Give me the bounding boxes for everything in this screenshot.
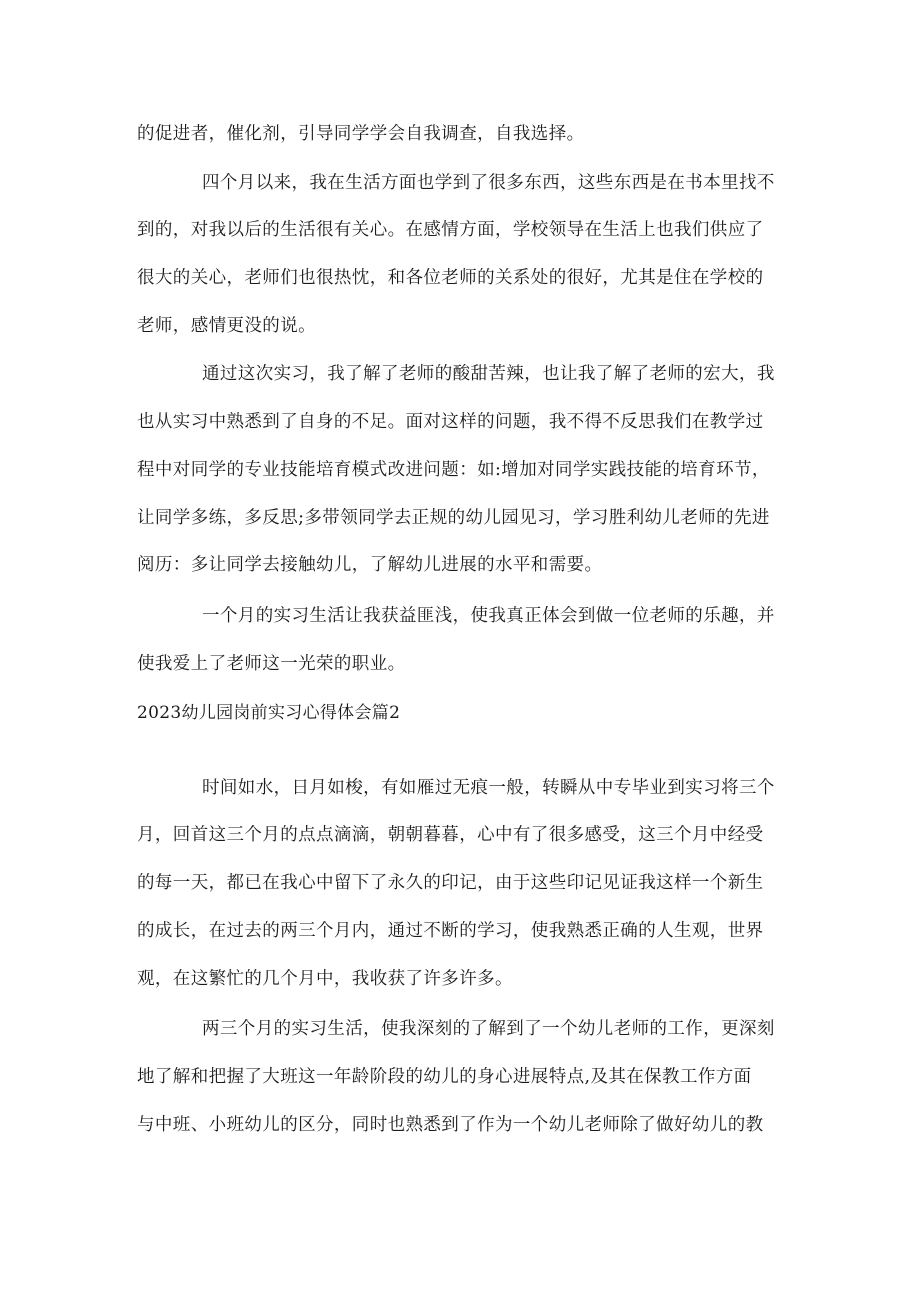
paragraph-line: 的成长，在过去的两三个月内，通过不断的学习，使我熟悉正确的人生观，世界 — [137, 921, 764, 941]
paragraph-line: 的促进者，催化剂，引导同学学会自我调查，自我选择。 — [137, 124, 585, 144]
section-heading: 2023幼儿园岗前实习心得体会篇2 — [137, 703, 401, 723]
paragraph-line: 也从实习中熟悉到了自身的不足。面对这样的问题，我不得不反思我们在教学过 — [137, 412, 764, 432]
paragraph-line: 观，在这繁忙的几个月中，我收获了许多许多。 — [137, 969, 513, 989]
paragraph-line: 一个月的实习生活让我获益匪浅，使我真正体会到做一位老师的乐趣，并 — [202, 606, 775, 626]
paragraph-line: 月，回首这三个月的点点滴滴，朝朝暮暮，心中有了很多感受，这三个月中经受 — [137, 825, 764, 845]
paragraph-line: 的每一天，都已在我心中留下了永久的印记，由于这些印记见证我这样一个新生 — [137, 873, 764, 893]
paragraph-line: 让同学多练，多反思;多带领同学去正规的幼儿园见习，学习胜利幼儿老师的先进 — [137, 508, 770, 528]
paragraph-line: 使我爱上了老师这一光荣的职业。 — [137, 654, 406, 674]
paragraph-line: 程中对同学的专业技能培育模式改进问题：如:增加对同学实践技能的培育环节， — [137, 460, 770, 480]
paragraph-line: 到的，对我以后的生活很有关心。在感情方面，学校领导在生活上也我们供应了 — [137, 220, 764, 240]
paragraph-line: 老师，感情更没的说。 — [137, 316, 316, 336]
paragraph-line: 时间如水，日月如梭，有如雁过无痕一般，转瞬从中专毕业到实习将三个 — [202, 778, 775, 798]
paragraph-line: 很大的关心，老师们也很热忱，和各位老师的关系处的很好，尤其是住在学校的 — [137, 268, 764, 288]
paragraph-line: 两三个月的实习生活，使我深刻的了解到了一个幼儿老师的工作，更深刻 — [202, 1019, 775, 1039]
paragraph-line: 阅历：多让同学去接触幼儿，了解幼儿进展的水平和需要。 — [137, 555, 603, 575]
paragraph-line: 地了解和把握了大班这一年龄阶段的幼儿的身心进展特点,及其在保教工作方面 — [137, 1067, 752, 1087]
paragraph-line: 四个月以来，我在生活方面也学到了很多东西，这些东西是在书本里找不 — [202, 173, 775, 193]
paragraph-line: 与中班、小班幼儿的区分，同时也熟悉到了作为一个幼儿老师除了做好幼儿的教 — [137, 1115, 764, 1135]
paragraph-line: 通过这次实习，我了解了老师的酸甜苦辣，也让我了解了老师的宏大，我 — [202, 364, 775, 384]
